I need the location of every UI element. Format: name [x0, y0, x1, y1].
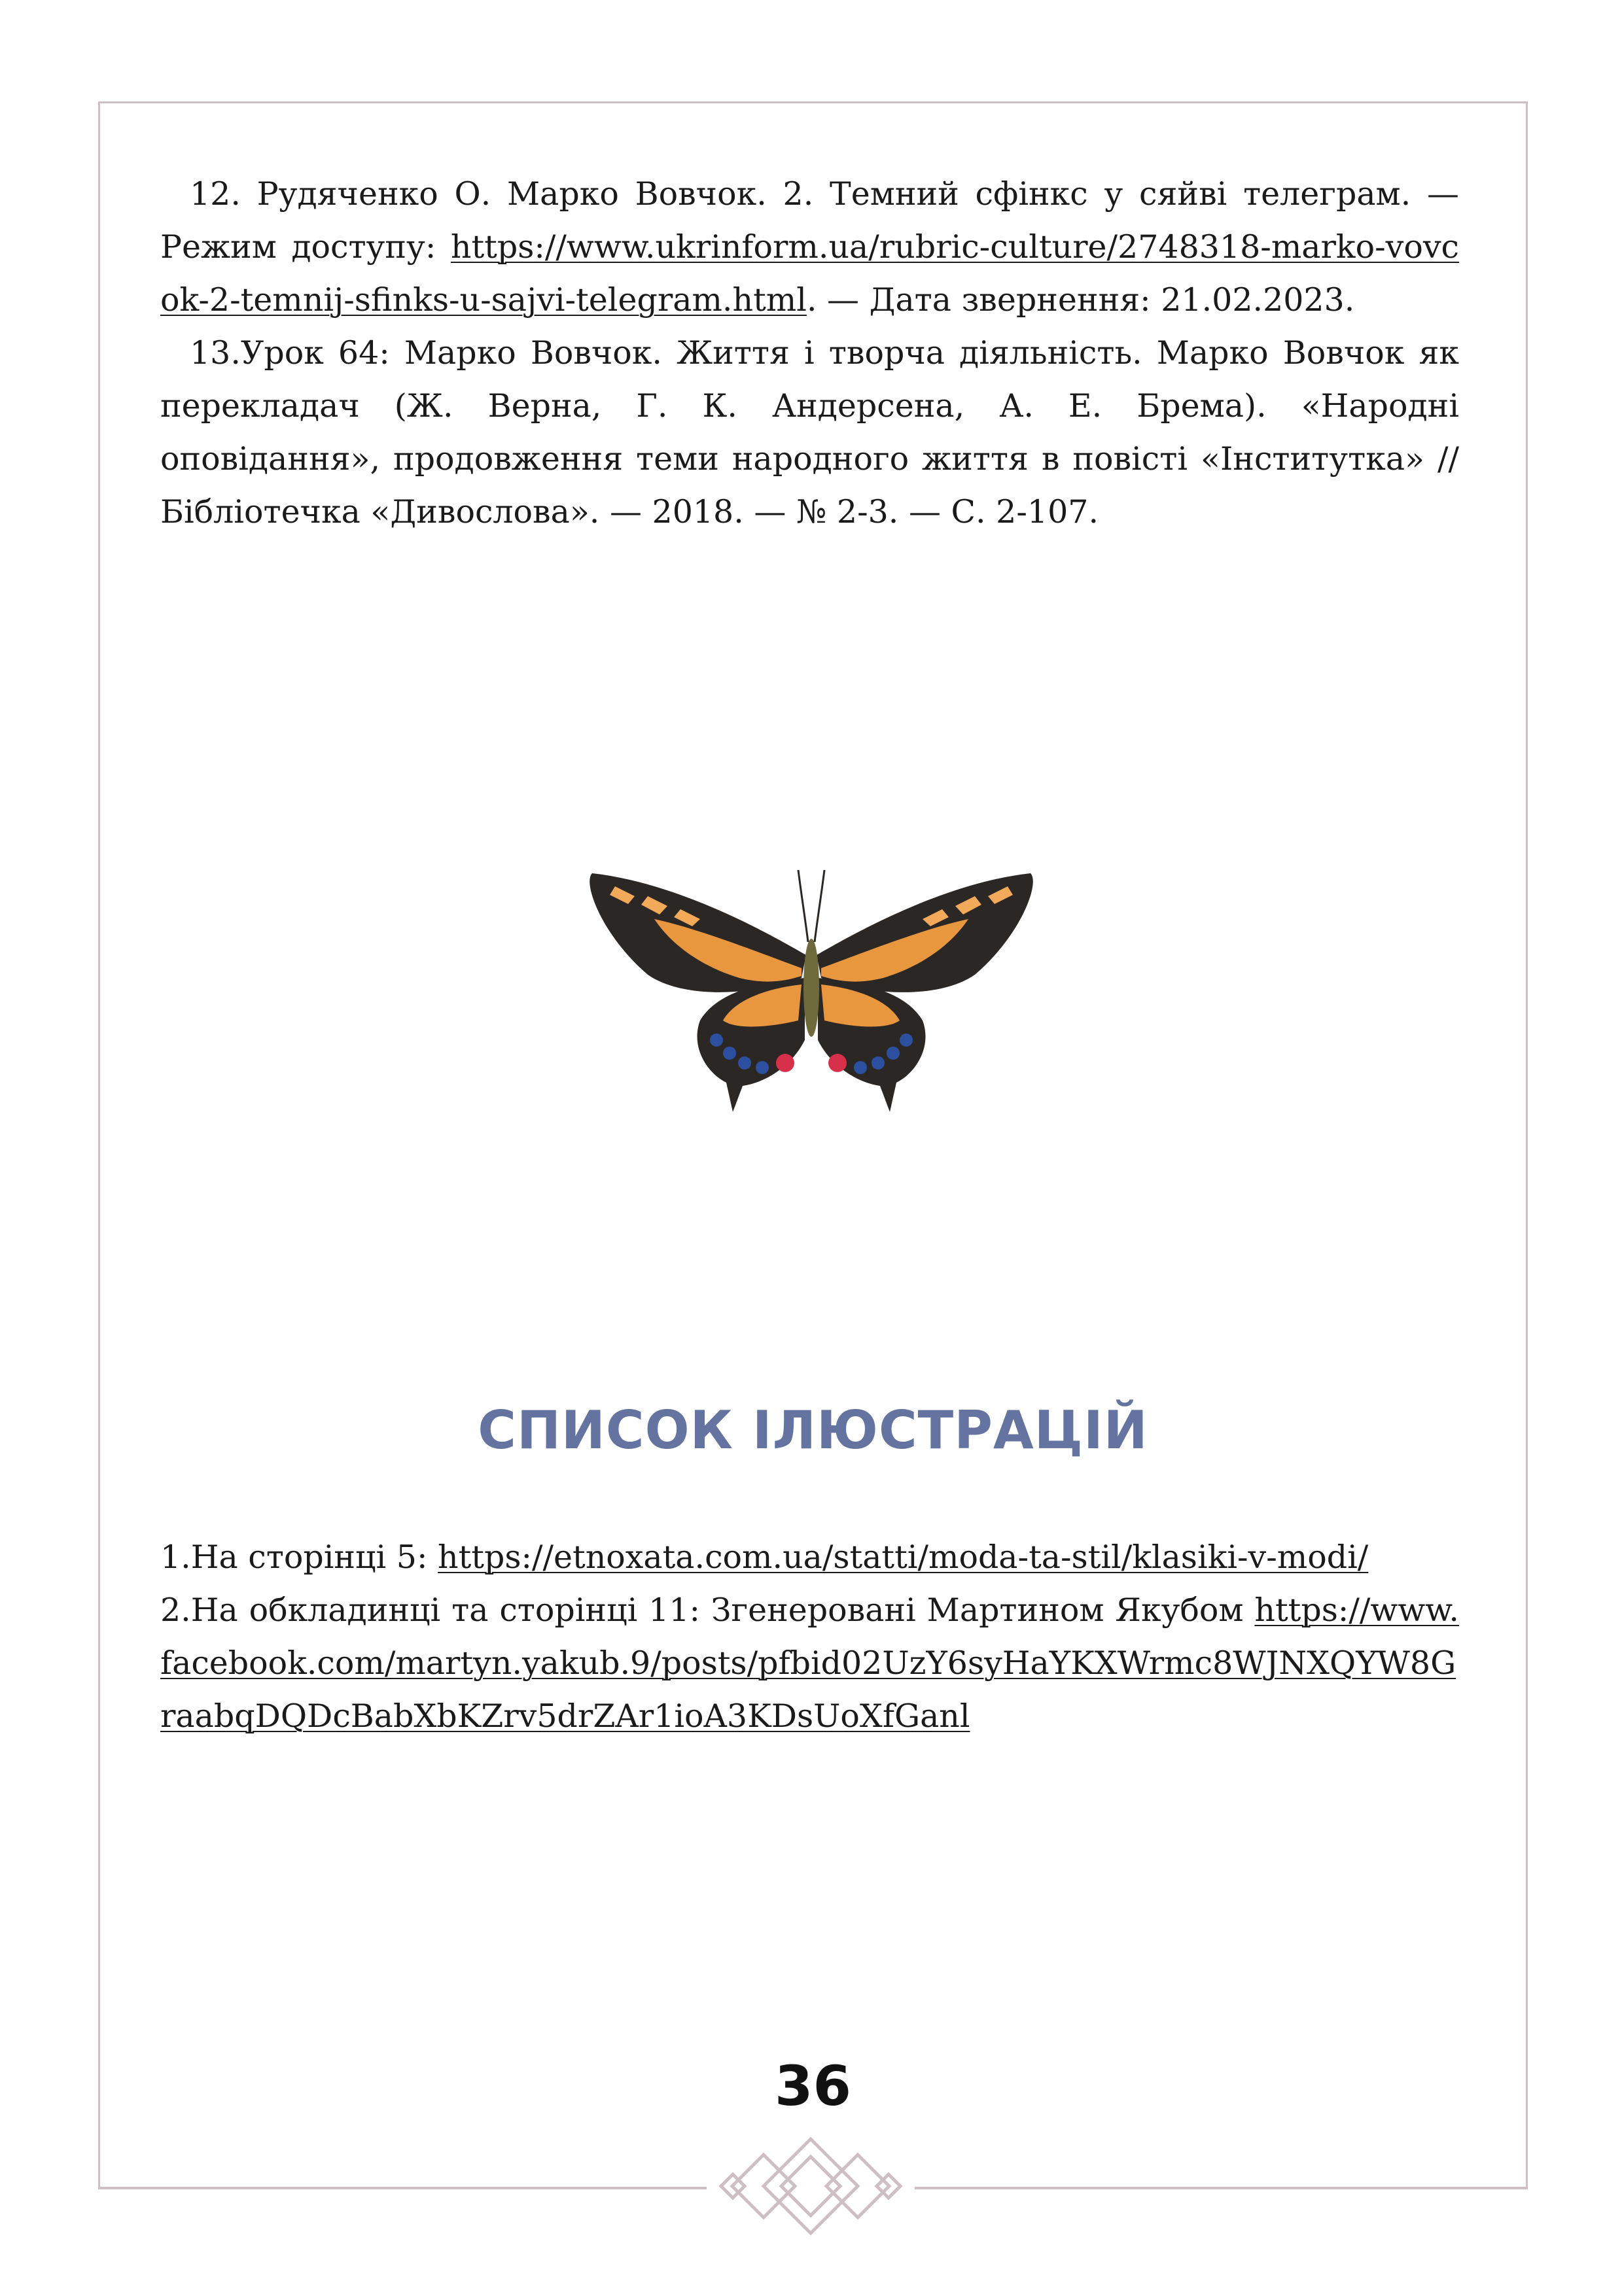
diamond-ornament-icon	[707, 2134, 915, 2238]
references-list	[160, 167, 1459, 538]
illustration-link-etnoxata[interactable]: https://etnoxata.com.ua/statti/moda-ta-stil/klasiki-v-modi/	[438, 1539, 1369, 1576]
frame-bottom-line-right	[915, 2187, 1528, 2189]
illustration-text: 1.На сторінці 5:	[160, 1539, 438, 1576]
illustration-item-1	[160, 1531, 1459, 1584]
reference-access-date: . — Дата звернення: 21.02.2023.	[806, 281, 1355, 319]
frame-bottom-line-left	[98, 2187, 707, 2189]
illustration-item-2	[160, 1584, 1459, 1743]
reference-link-ukrinform[interactable]: https://www.ukrinform.ua/rubric-culture/2748318-marko-vovcok-2-temnij-sfinks-u-sajvi-telegram.html	[160, 228, 1459, 319]
reference-item-12	[160, 167, 1459, 326]
reference-item-13: 13.Урок 64: Марко Вовчок. Життя і творча діяльність. Марко Вовчок як перекладач (Ж. Верна, Г. К. Андерсена, А. Е. Брема). «Народні оповідання», продовження теми народного життя в повісті «Інститутка» // Бібліотечка «Дивослова». — 2018. — № 2-3. — С. 2-107.	[160, 334, 1459, 531]
illustrations-list	[160, 1531, 1459, 1743]
illustrations-heading: СПИСОК ІЛЮСТРАЦІЙ	[478, 1400, 1148, 1461]
swallowtail-butterfly-illustration	[576, 857, 1047, 1119]
page-number: 36	[775, 2054, 851, 2118]
illustration-link-facebook[interactable]: https://www.facebook.com/martyn.yakub.9/posts/pfbid02UzY6syHaYKXWrmc8WJNXQYW8GraabqDQDcBabXbKZrv5drZAr1ioA3KDsUoXfGanl	[160, 1592, 1459, 1735]
reference-text: 12. Рудяченко О. Марко Вовчок. 2. Темний сфінкс у сяйві телеграм. — Режим доступу:	[160, 175, 1459, 266]
illustration-text: 2.На обкладинці та сторінці 11: Згенеровані Мартином Якубом	[160, 1592, 1255, 1629]
